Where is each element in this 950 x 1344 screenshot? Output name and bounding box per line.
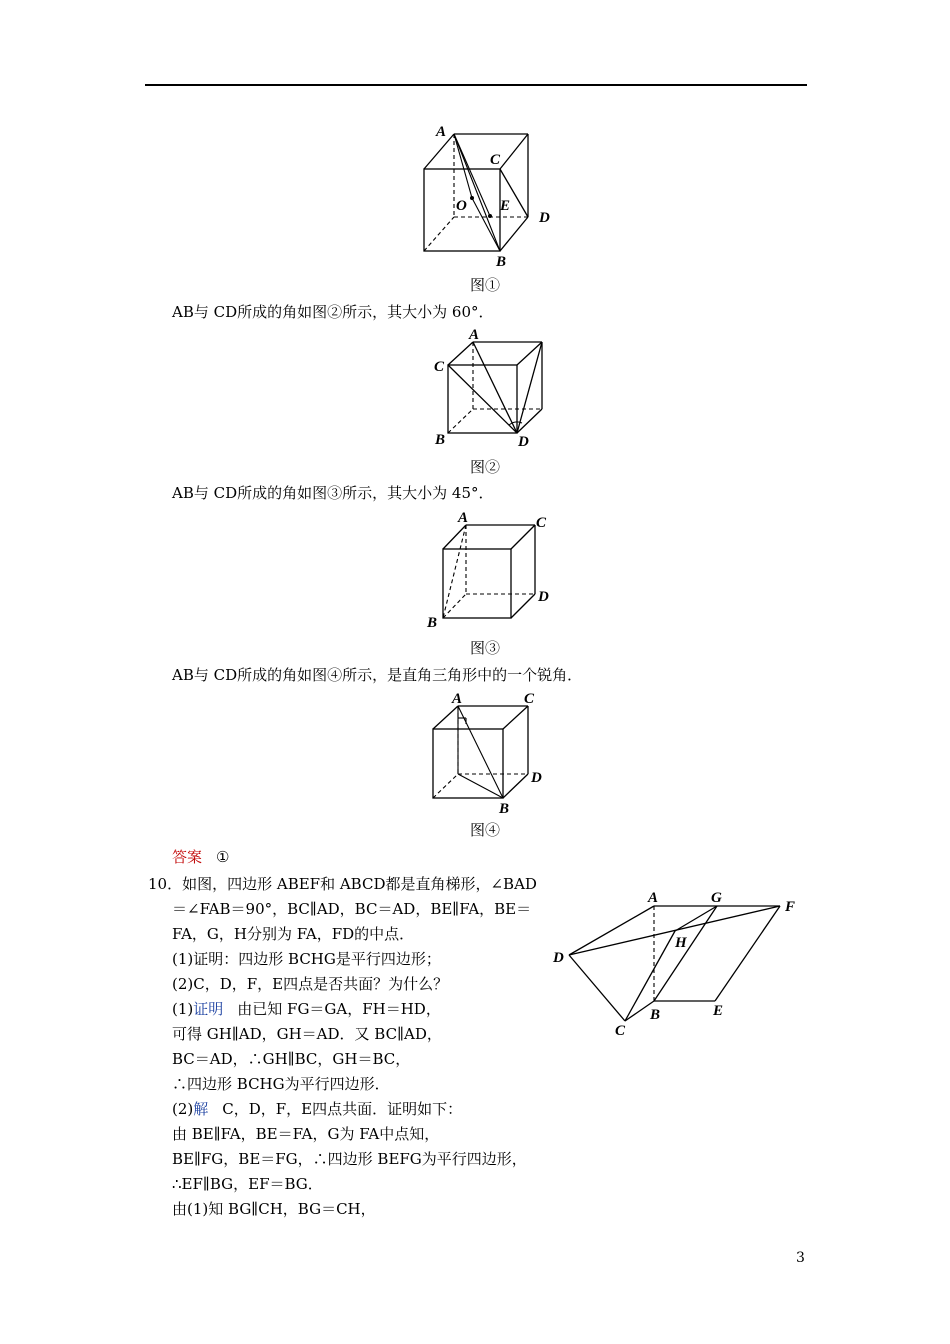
fig10-label-b: B (650, 1007, 661, 1023)
solution-line-3: BC＝AD，∴GH∥BC，GH＝BC， (172, 1050, 411, 1068)
fig10-label-a: A (648, 890, 659, 906)
q10-line-3: FA，G，H分别为 FA，FD的中点． (172, 925, 415, 943)
header-rule (145, 84, 807, 86)
fig2-label-d: D (518, 434, 529, 450)
answer-line (172, 846, 229, 867)
solution-1-label: 证明 (193, 1000, 224, 1018)
fig3-label-d: D (538, 589, 549, 605)
fig1-label-d: D (539, 210, 550, 226)
figure-1-caption: 图① (470, 276, 501, 294)
text-ab-cd-acute: AB与 CD所成的角如图④所示，是直角三角形中的一个锐角． (172, 666, 583, 684)
fig1-label-c: C (490, 152, 501, 168)
figure-3-cube (420, 505, 570, 635)
fig10-label-c: C (615, 1023, 626, 1039)
fig10-label-g: G (711, 890, 722, 906)
solution-2-text: C，D，F，E四点共面．证明如下： (222, 1100, 463, 1118)
figure-q10-trapezoids (545, 885, 815, 1039)
fig4-label-b: B (499, 801, 510, 817)
q10-line-4: (1)证明：四边形 BCHG是平行四边形； (172, 950, 441, 968)
solution-2-prefix: (2) (172, 1100, 194, 1118)
solution-line-7: BE∥FG，BE＝FG，∴四边形 BEFG为平行四边形， (172, 1150, 527, 1168)
fig4-label-c: C (524, 691, 535, 707)
answer-value: ① (216, 848, 230, 866)
fig1-label-e: E (500, 198, 511, 214)
fig3-label-a: A (458, 510, 469, 526)
fig2-label-b: B (435, 432, 446, 448)
figure-4-caption: 图④ (470, 821, 501, 839)
solution-line-4: ∴四边形 BCHG为平行四边形． (172, 1075, 390, 1093)
q10-line-1: 10．如图，四边形 ABEF和 ABCD都是直角梯形，∠BAD (148, 875, 537, 893)
fig10-label-d: D (553, 950, 564, 966)
fig3-label-b: B (427, 615, 438, 631)
solution-line-8: ∴EF∥BG，EF＝BG． (172, 1175, 323, 1193)
solution-line-9: 由(1)知 BG∥CH，BG＝CH， (172, 1200, 376, 1218)
page-number: 3 (796, 1250, 805, 1266)
text-ab-cd-45: AB与 CD所成的角如图③所示，其大小为 45°． (172, 484, 494, 502)
fig4-label-d: D (531, 770, 542, 786)
fig10-label-e: E (713, 1003, 724, 1019)
solution-1-text: 由已知 FG＝GA，FH＝HD， (237, 1000, 441, 1018)
text-ab-cd-60: AB与 CD所成的角如图②所示，其大小为 60°． (172, 303, 494, 321)
figure-1-cube (410, 120, 570, 270)
fig4-label-a: A (452, 691, 463, 707)
fig10-label-f: F (785, 899, 796, 915)
solution-2-line (172, 1098, 462, 1119)
fig1-label-a: A (436, 124, 447, 140)
q10-line-2: ＝∠FAB＝90°，BC∥AD，BC＝AD，BE∥FA，BE＝ (172, 900, 532, 918)
figure-4-cube (420, 687, 560, 817)
solution-1-prefix: (1) (172, 1000, 194, 1018)
solution-1-line (172, 998, 441, 1019)
q10-line-5: (2)C，D，F，E四点是否共面？为什么？ (172, 975, 449, 993)
figure-2-caption: 图② (470, 458, 501, 476)
answer-label: 答案 (172, 848, 203, 866)
fig10-label-h: H (675, 935, 687, 951)
figure-3-caption: 图③ (470, 639, 501, 657)
solution-line-2: 可得 GH∥AD，GH＝AD．又 BC∥AD， (172, 1025, 442, 1043)
solution-2-label: 解 (193, 1100, 209, 1118)
fig3-label-c: C (536, 515, 547, 531)
fig2-label-a: A (469, 327, 480, 343)
fig1-label-b: B (496, 254, 507, 270)
fig2-label-c: C (434, 359, 445, 375)
figure-2-cube (425, 325, 565, 450)
solution-line-6: 由 BE∥FA，BE＝FA，G为 FA中点知， (172, 1125, 440, 1143)
fig1-label-o: O (456, 198, 467, 214)
